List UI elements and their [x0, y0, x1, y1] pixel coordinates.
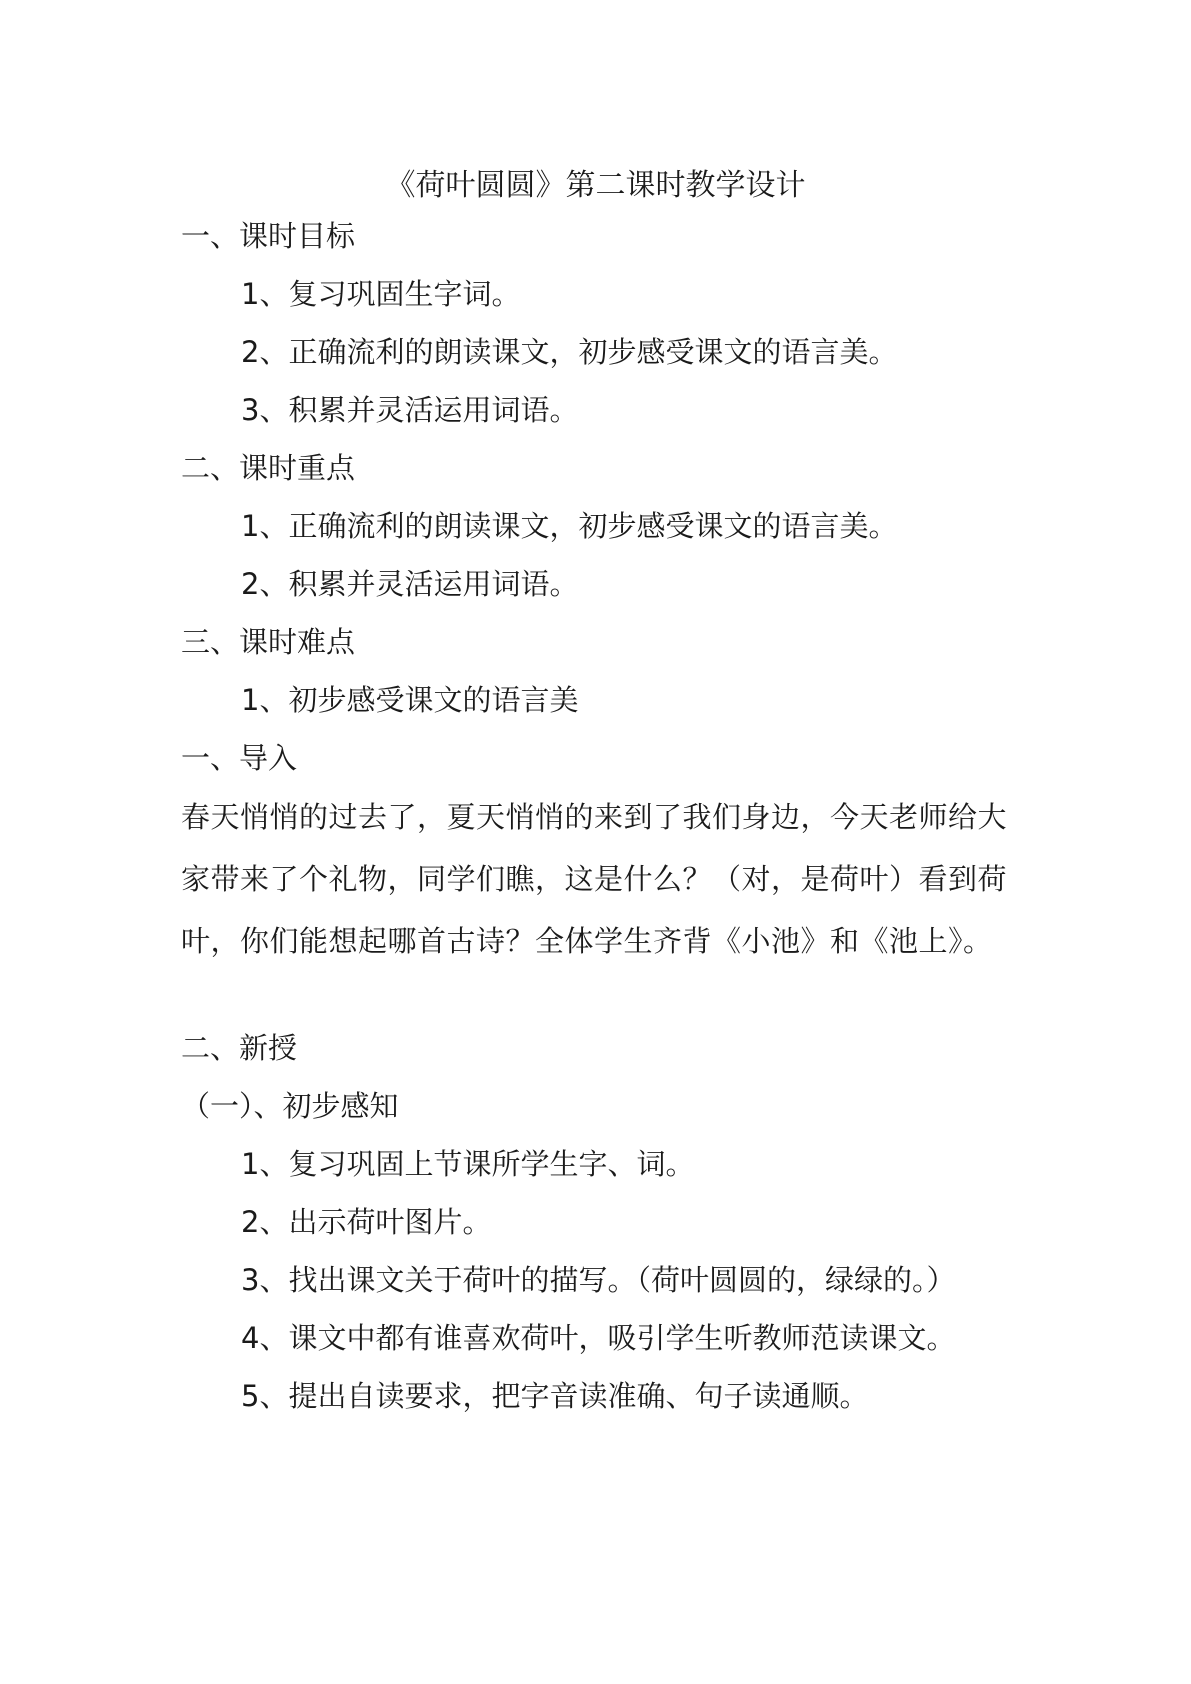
difficulty-item-1: 1、初步感受课文的语言美	[241, 683, 579, 717]
step-item-4: 4、课文中都有谁喜欢荷叶，吸引学生听教师范读课文。	[241, 1321, 956, 1355]
section-heading-keypoints: 二、课时重点	[181, 451, 356, 485]
section-heading-intro: 一、导入	[181, 741, 298, 775]
document-title: 《荷叶圆圆》第二课时教学设计	[385, 168, 806, 203]
keypoint-item-2: 2、积累并灵活运用词语。	[241, 567, 579, 601]
section-heading-difficulties: 三、课时难点	[181, 625, 356, 659]
step-item-2: 2、出示荷叶图片。	[241, 1205, 492, 1239]
intro-paragraph: 春天悄悄的过去了，夏天悄悄的来到了我们身边，今天老师给大家带来了个礼物，同学们瞧，这是什么？（对，是荷叶）看到荷叶，你们能想起哪首古诗？全体学生齐背《小池》和《池上》。	[181, 800, 1008, 958]
goal-item-3: 3、积累并灵活运用词语。	[241, 393, 579, 427]
section-heading-goals: 一、课时目标	[181, 219, 356, 253]
goal-item-2: 2、正确流利的朗读课文，初步感受课文的语言美。	[241, 335, 898, 369]
section-heading-new-lesson: 二、新授	[181, 1031, 298, 1065]
goal-item-1: 1、复习巩固生字词。	[241, 277, 521, 311]
subsection-heading-perception: （一）、初步感知	[181, 1089, 399, 1123]
step-item-3: 3、找出课文关于荷叶的描写。（荷叶圆圆的，绿绿的。）	[241, 1263, 956, 1297]
keypoint-item-1: 1、正确流利的朗读课文，初步感受课文的语言美。	[241, 509, 898, 543]
step-item-5: 5、提出自读要求，把字音读准确、句子读通顺。	[241, 1379, 869, 1413]
step-item-1: 1、复习巩固上节课所学生字、词。	[241, 1147, 695, 1181]
